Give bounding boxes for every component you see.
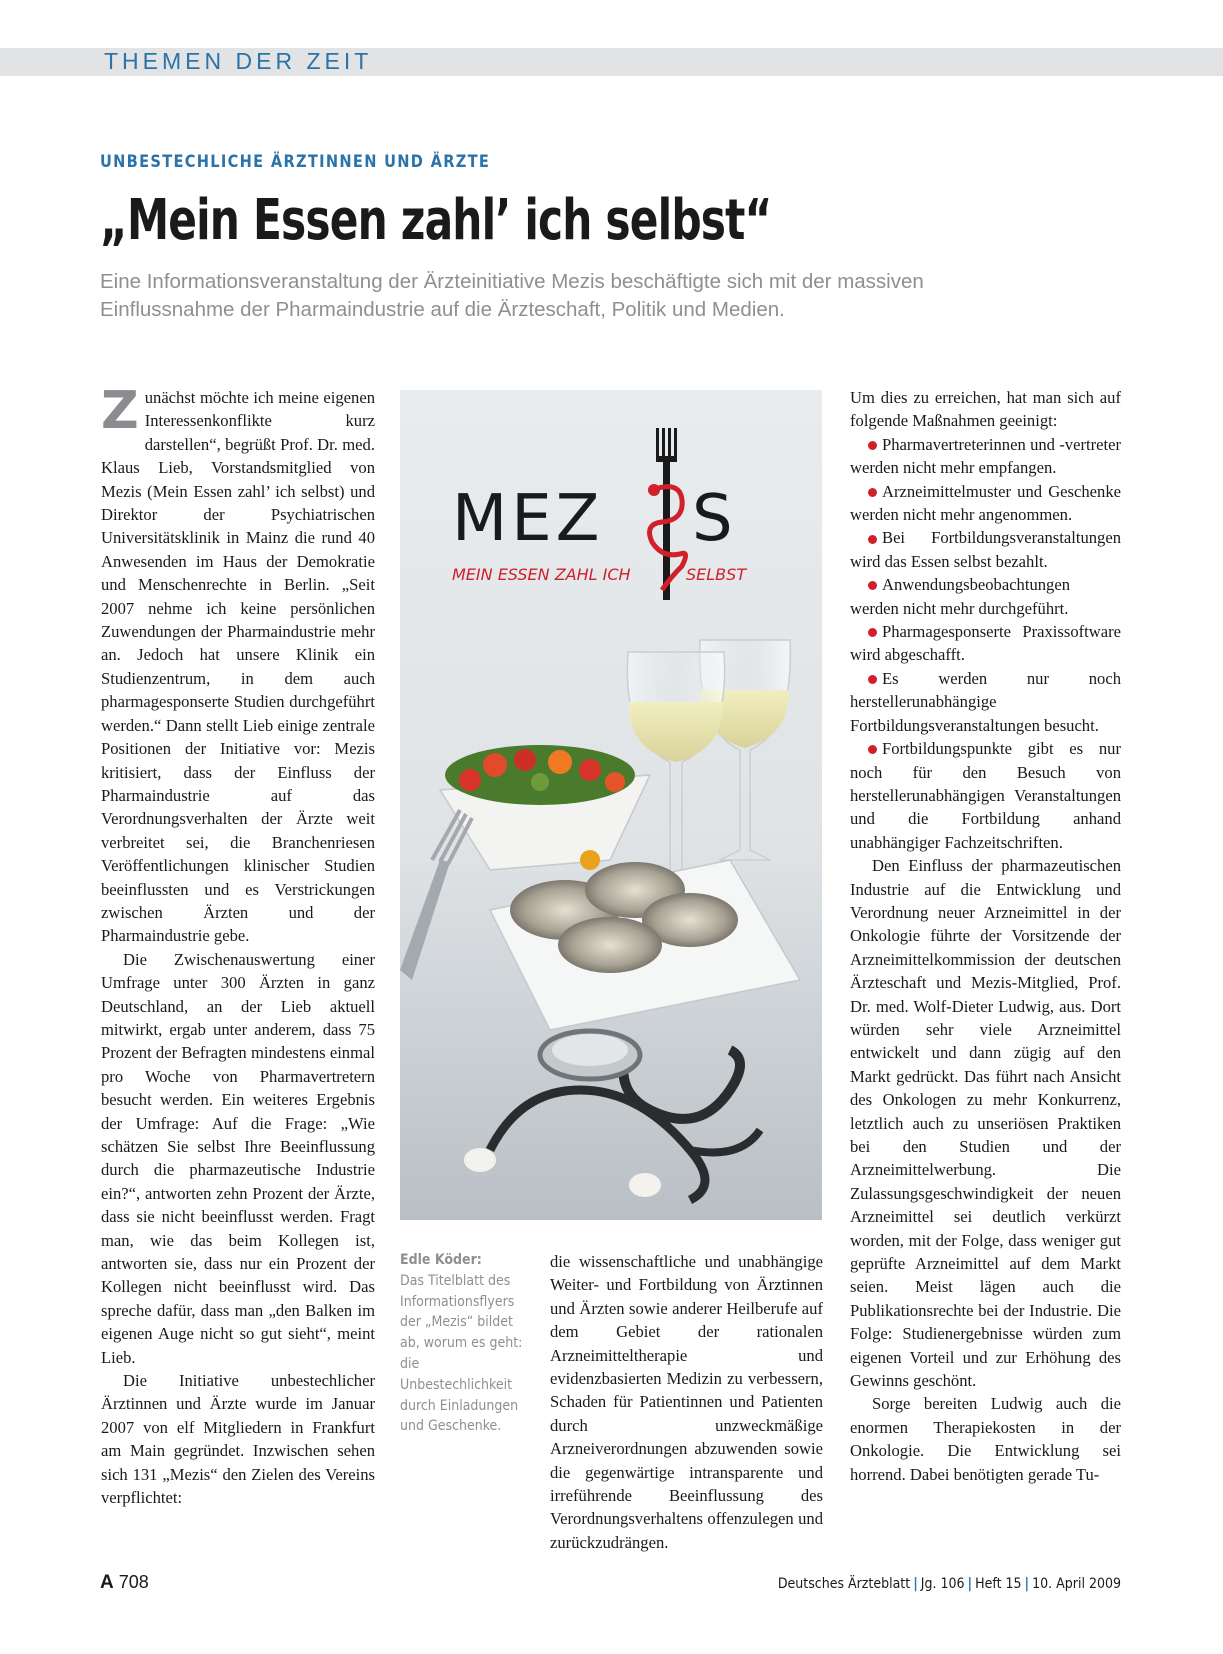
bullet-dot-icon: [868, 745, 877, 754]
paragraph: Die Zwischenauswertung einer Umfrage unter 300 Ärzten in ganz Deutschland, an der Lieb aktuell mitwirkt, ergab unter anderem, dass 75 Prozent der Befragten mindestens einmal pro Woche von Pharmavertretern besucht werden. Ein weiteres Ergebnis der Umfrage: Auf die Frage: „Wie schätzen Sie selbst Ihre Beeinflussung durch die pharmazeutische Industrie ein?“, antworten zehn Prozent der Ärzte, dass sie nicht beeinflusst werden. Fragt man, wie das beim Kollegen ist, antworten sie, dass nur ein Prozent der Kollegen nicht beeinflusst wird. Das spreche dafür, dass man „den Balken im eigenen Auge nicht so gut sieht“, meint Lieb.: [101, 949, 375, 1367]
journal-name: Deutsches Ärzteblatt: [777, 1576, 911, 1592]
list-item: Pharmagesponserte Praxissoftware wird abgeschafft.: [850, 622, 1121, 665]
paragraph: Die Initiative unbestechlicher Ärztinnen und Ärzte wurde im Januar 2007 von elf Mitgliedern in Frankfurt am Main gegründet. Inzwischen sehen sich 131 „Mezis“ den Zielen des Vereins verpflichtet:: [101, 1371, 375, 1508]
logo-word-right: S: [692, 482, 733, 556]
drop-cap: Z: [101, 381, 139, 441]
caption-title: Edle Köder:: [400, 1252, 482, 1268]
bullet-dot-icon: [868, 488, 877, 497]
section-label: THEMEN DER ZEIT: [104, 48, 373, 74]
logo-tagline-right: SELBST: [686, 565, 747, 584]
issue-date: 10. April 2009: [1032, 1576, 1121, 1592]
article-lead: Eine Informationsveranstaltung der Ärzteinitiative Mezis beschäftigte sich mit der massiven Einflussnahme der Pharmaindustrie auf die Ärzteschaft, Politik und Medien.: [100, 270, 924, 321]
paragraph: Sorge bereiten Ludwig auch die enormen Therapiekosten in der Onkologie. Die Entwicklung sei horrend. Dabei benötigten gerade Tu-: [850, 1394, 1121, 1484]
bullet-dot-icon: [868, 535, 877, 544]
bullet-dot-icon: [868, 628, 877, 637]
flyer-illustration: [400, 390, 822, 1220]
body-column-1: [101, 381, 375, 1510]
list-item: Pharmavertreterinnen und -vertreter werden nicht mehr empfangen.: [850, 434, 1121, 478]
bullet-dot-icon: [868, 581, 877, 590]
list-item: Anwendungsbeobachtungen werden nicht mehr durchgeführt.: [850, 575, 1071, 618]
body-column-3: [850, 386, 1121, 1486]
list-item: Arzneimittelmuster und Geschenke werden nicht mehr angenommen.: [850, 481, 1121, 525]
body-column-2: [550, 1250, 823, 1554]
volume: Jg. 106: [920, 1576, 965, 1592]
issue: Heft 15: [975, 1576, 1022, 1592]
logo-tagline-left: MEIN ESSEN ZAHL ICH: [452, 565, 631, 584]
page-number: A 708: [100, 1572, 149, 1593]
paragraph: [101, 381, 375, 948]
list-item: Es werden nur noch herstellerunabhängige Fortbildungsveranstaltungen besucht.: [850, 668, 1121, 735]
publication-info: Deutsches Ärzteblatt | Jg. 106 | Heft 15 | 10. April 2009: [777, 1576, 1121, 1592]
mezis-flyer-image: [400, 390, 822, 1220]
list-item: Bei Fortbildungsveranstaltungen wird das Essen selbst bezahlt.: [850, 528, 1121, 571]
paragraph: Um dies zu erreichen, hat man sich auf folgende Maßnahmen geeinigt:: [850, 388, 1121, 431]
bullet-dot-icon: [868, 441, 877, 450]
article-kicker: UNBESTECHLICHE ÄRZTINNEN UND ÄRZTE: [100, 152, 491, 172]
article-headline: „Mein Essen zahl’ ich selbst“: [100, 188, 772, 253]
caption-text: Das Titelblatt des Informationsflyers der „Mezis“ bildet ab, worum es geht: die Unbestechlichkeit durch Einladungen und Geschenke.: [400, 1272, 523, 1435]
paragraph-text: unächst möchte ich meine eigenen Interessenkonflikte kurz darstellen“, begrüßt Prof. Dr. med. Klaus Lieb, Vorstandsmitglied von Mezis (Mein Essen zahl’ ich selbst) und Direktor der Psychiatrischen Universitätsklinik in Mainz die rund 40 Anwesenden im Haus der Demokratie und Menschenrechte in Berlin. „Seit 2007 nehme ich keine persönlichen Zuwendungen der Pharmaindustrie mehr an. Jedoch hat unsere Klinik ein Studienzentrum, in dem auch pharmagesponserte Studien durchgeführt werden.“ Dann stellt Lieb einige zentrale Positionen der Initiative vor: Mezis kritisiert, dass der Einfluss der Pharmaindustrie auf das Verordnungsverhalten der Ärzte weit verbreitet sei, die Branchenriesen Veröffentlichungen klinischer Studien beeinflussten und es Verstrickungen zwischen Ärzten und der Pharmaindustrie gebe.: [101, 388, 375, 946]
bullet-dot-icon: [868, 675, 877, 684]
list-item: Fortbildungspunkte gibt es nur noch für den Besuch von herstellerunabhängigen Veranstaltungen und die Fortbildung anhand unabhängiger Fachzeitschriften.: [850, 739, 1121, 852]
paragraph: Den Einfluss der pharmazeutischen Industrie auf die Entwicklung und Verordnung neuer Arzneimittel in der Onkologie führte der Vorsitzende der Arzneimittelkommission der deutschen Ärzteschaft und Mezis-Mitglied, Prof. Dr. med. Wolf-Dieter Ludwig, aus. Dort würden sehr viele Arzneimittel entwickelt und dann zügig auf den Markt gedrückt. Das führt nach Ansicht des Onkologen zu mehr Konkurrenz, letztlich auch zu unseriösen Praktiken bei den Studien und der Arzneimittelwerbung. Die Zulassungsgeschwindigkeit der neuen Arzneimittel sei deutlich verkürzt worden, mit der Folge, dass weniger gut geprüfte Arzneimittel auf dem Markt seien. Meist lägen auch die Publikationsrechte bei der Industrie. Die Folge: Studienergebnisse würden zum eigenen Vorteil und zur Erhöhung des Gewinns geschönt.: [850, 856, 1121, 1391]
image-caption: [400, 1250, 530, 1437]
logo-word-left: MEZ: [452, 482, 604, 556]
paragraph: die wissenschaftliche und unabhängige Weiter- und Fortbildung von Ärztinnen und Ärzten sowie anderer Heilberufe auf dem Gebiet der rationalen Arzneimitteltherapie und evidenzbasierten Medizin zu verbessern, Schaden für Patientinnen und Patienten durch unzweckmäßige Arzneiverordnungen abzuwenden sowie die gegenwärtige intransparente und irreführende Beeinflussung des Verordnungsverhaltens offenzulegen und zurückzudrängen.: [550, 1252, 823, 1552]
